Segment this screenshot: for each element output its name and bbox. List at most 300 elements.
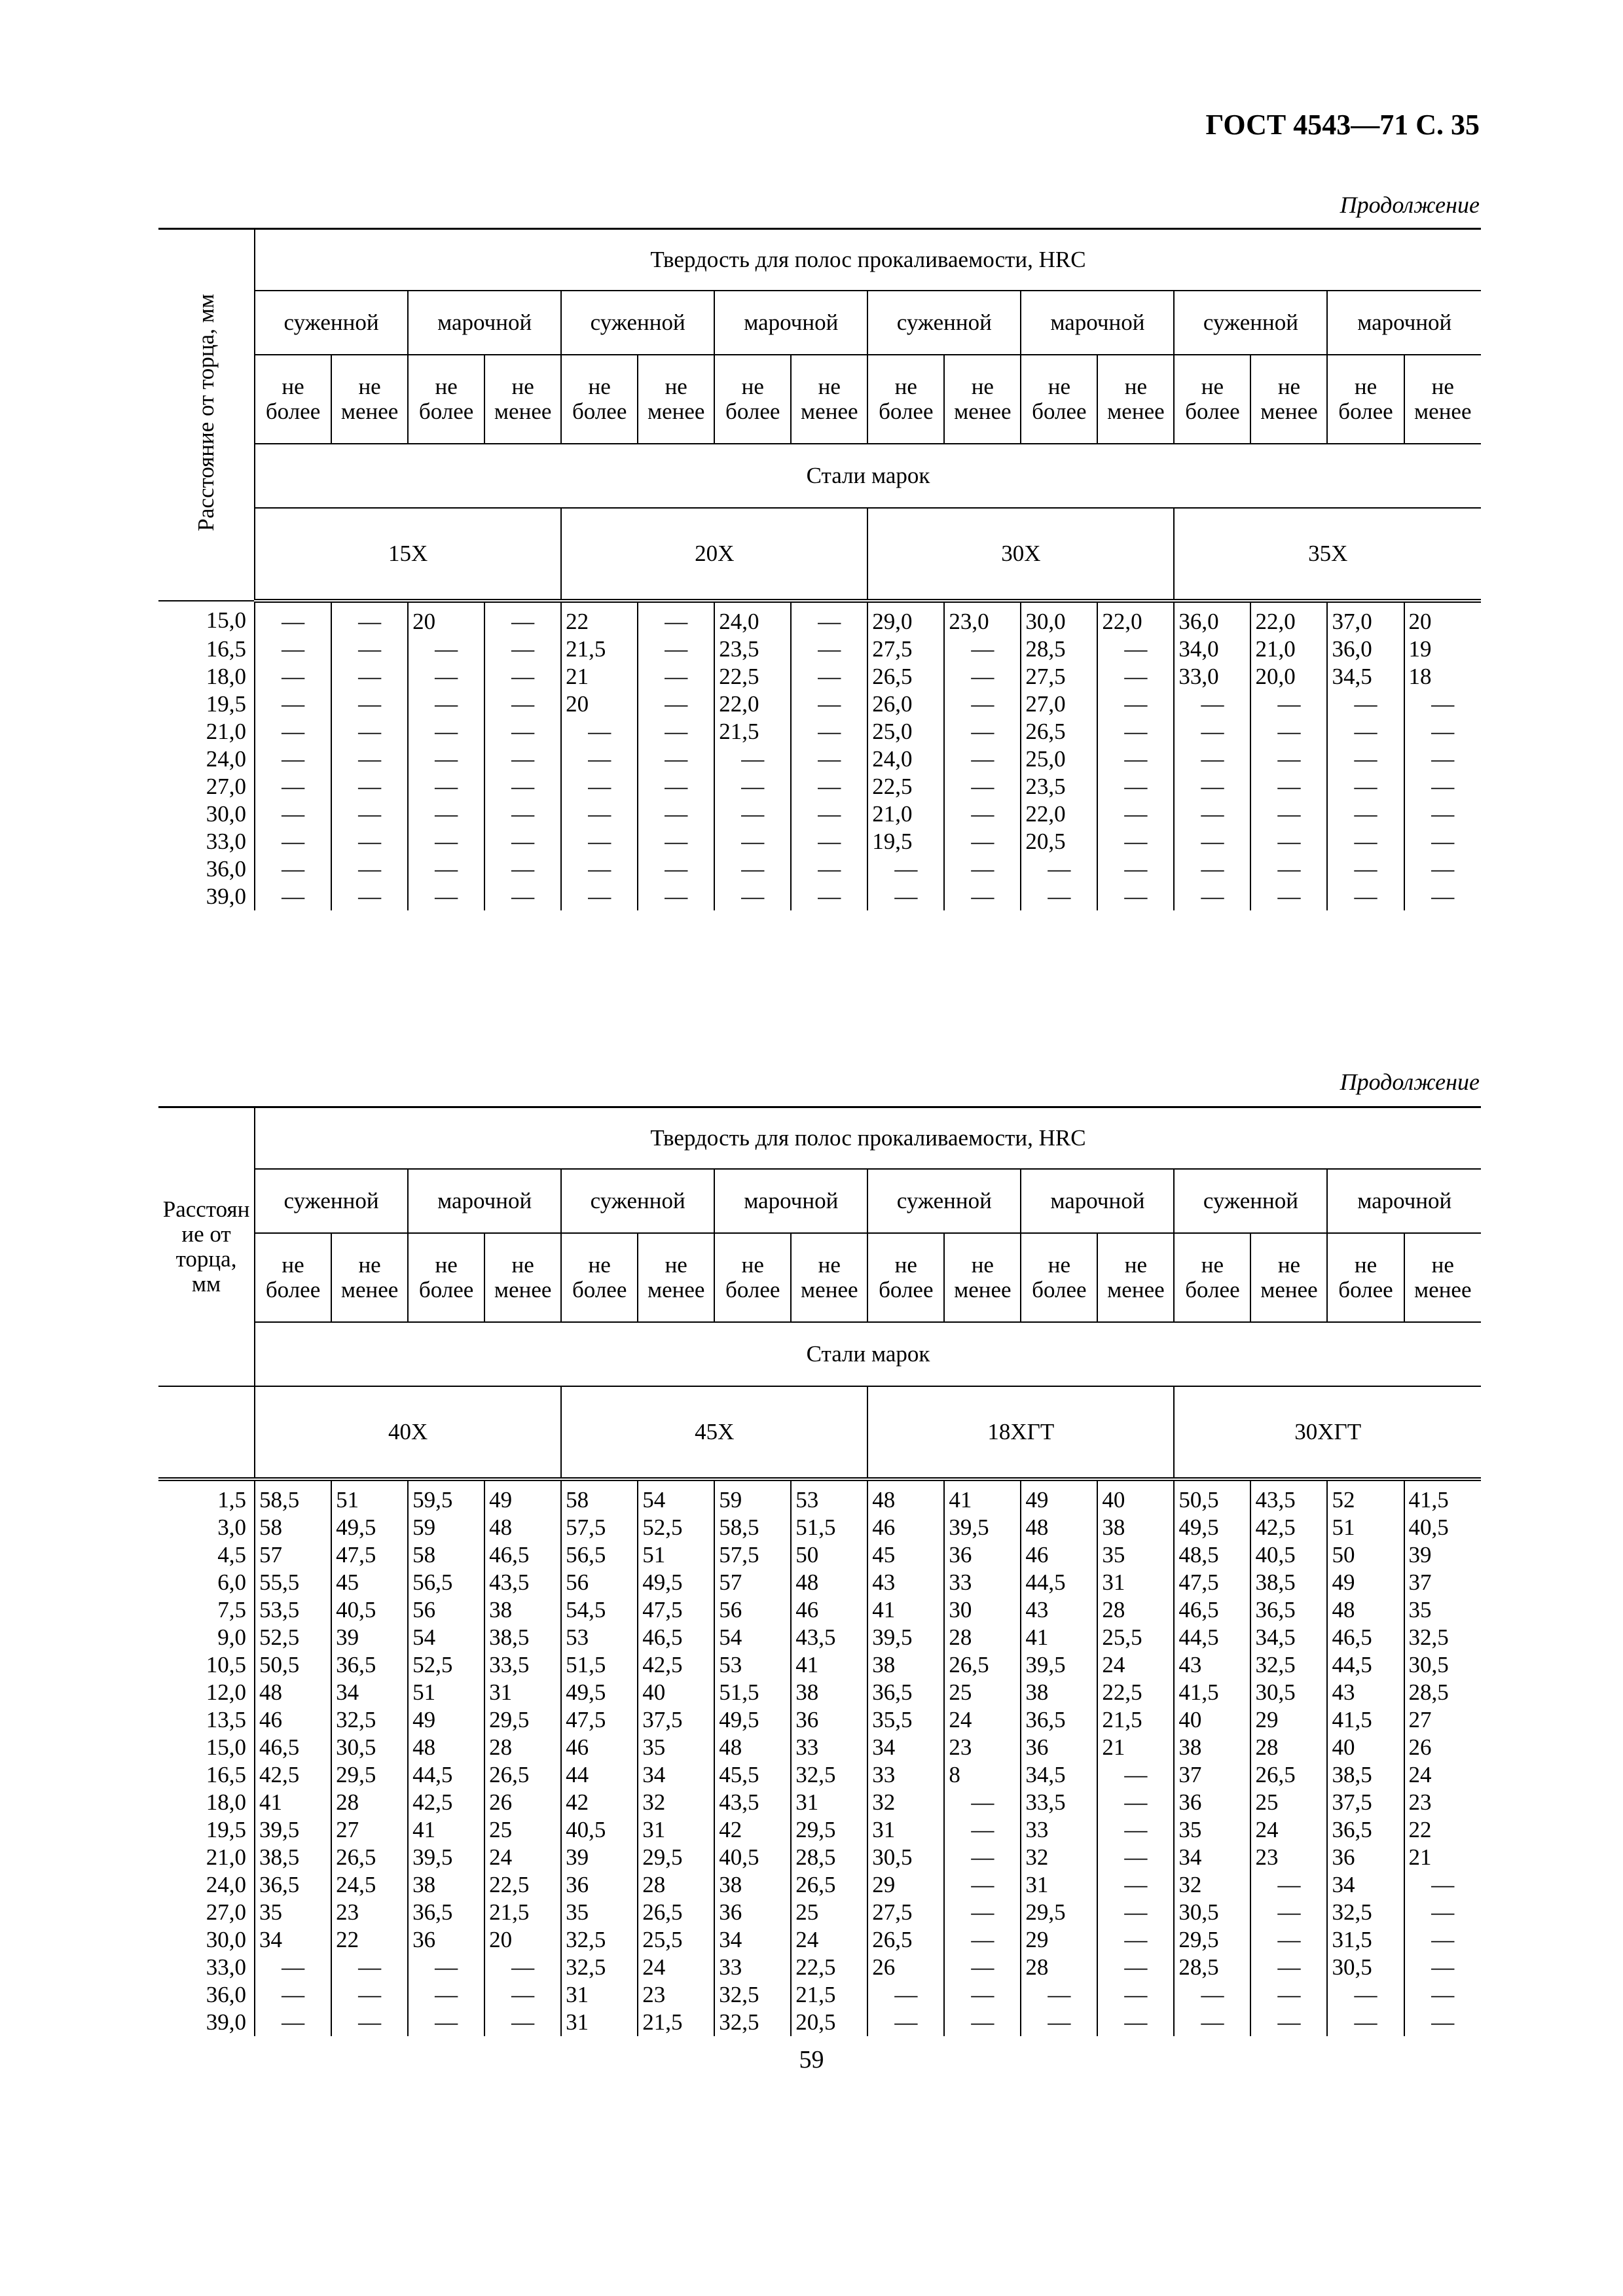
hardness-cell: 44,5 xyxy=(1021,1569,1097,1596)
hardness-cell: 23 xyxy=(1404,1789,1481,1816)
hardness-cell: 34,0 xyxy=(1174,636,1250,663)
hardness-cell: 22 xyxy=(1404,1816,1481,1844)
hardness-cell: 34 xyxy=(714,1926,791,1954)
hardness-cell: — xyxy=(944,691,1021,718)
hardness-cell: — xyxy=(331,828,408,855)
hardness-cell: — xyxy=(255,828,331,855)
hardness-cell: 43,5 xyxy=(714,1789,791,1816)
hardness-cell: — xyxy=(331,1954,408,1981)
hardness-cell: 20 xyxy=(484,1926,561,1954)
hardness-cell: 28 xyxy=(1250,1734,1327,1761)
limit-no-less: не менее xyxy=(1250,1233,1327,1322)
hardness-cell: 24 xyxy=(1404,1761,1481,1789)
hardness-cell: — xyxy=(1174,800,1250,828)
hardness-cell: 34,5 xyxy=(1250,1624,1327,1651)
hardness-cell: 32,5 xyxy=(1250,1651,1327,1679)
distance-cell: 10,5 xyxy=(206,1652,247,1677)
hardness-cell: 21 xyxy=(1097,1734,1174,1761)
hardness-cell: 36,0 xyxy=(1327,636,1404,663)
hardness-cell: — xyxy=(1250,1981,1327,2009)
hardness-cell: 56,5 xyxy=(408,1569,484,1596)
hardness-cell: 42,5 xyxy=(638,1651,714,1679)
hardness-cell: — xyxy=(1404,773,1481,800)
hardness-cell: — xyxy=(1097,800,1174,828)
distance-cell: 3,0 xyxy=(217,1515,247,1540)
hardness-cell: 28,5 xyxy=(1174,1954,1250,1981)
hardness-cell: 36 xyxy=(1327,1844,1404,1871)
hardness-cell: 23 xyxy=(944,1734,1021,1761)
distance-cell: 16,5 xyxy=(206,1762,247,1787)
hardness-cell: 24,5 xyxy=(331,1871,408,1899)
hardness-cell: 25 xyxy=(484,1816,561,1844)
hardness-cell: 38,5 xyxy=(255,1844,331,1871)
hardness-cell: 43 xyxy=(867,1569,944,1596)
hardness-cell: 46,5 xyxy=(484,1541,561,1569)
hardness-cell: 40 xyxy=(1097,1479,1174,1514)
steel-grade: 40Х xyxy=(255,1386,561,1479)
steel-grade: 30ХГТ xyxy=(1174,1386,1481,1479)
hardness-cell: 32,5 xyxy=(714,1981,791,2009)
hardness-cell: 24 xyxy=(944,1706,1021,1734)
hardness-cell: 31 xyxy=(561,1981,638,2009)
limit-no-more: не более xyxy=(1327,355,1404,444)
steel-grade: 20Х xyxy=(561,508,867,601)
hardness-cell: — xyxy=(1404,1926,1481,1954)
hardness-cell: — xyxy=(1097,773,1174,800)
hardness-cell: 46 xyxy=(561,1734,638,1761)
hardness-cell: 22,5 xyxy=(867,773,944,800)
hardness-cell: 39,5 xyxy=(1021,1651,1097,1679)
hardness-cell: 22,0 xyxy=(1021,800,1097,828)
table-row xyxy=(158,601,1481,636)
hardness-cell: 59 xyxy=(714,1479,791,1514)
limit-no-more: не более xyxy=(1021,355,1097,444)
table-row xyxy=(158,1789,1481,1816)
hardness-cell: 33 xyxy=(867,1761,944,1789)
hardness-cell: — xyxy=(331,855,408,883)
limit-no-less: не менее xyxy=(638,1233,714,1322)
grade-row xyxy=(158,1386,1481,1479)
hardness-cell: 21 xyxy=(561,663,638,691)
hardness-cell: — xyxy=(791,718,867,745)
hardness-cell: 37,0 xyxy=(1327,601,1404,636)
hardness-cell: 33 xyxy=(944,1569,1021,1596)
document-header: ГОСТ 4543—71 С. 35 xyxy=(1205,109,1480,141)
hardness-cell: 34 xyxy=(638,1761,714,1789)
hardness-cell: 45 xyxy=(331,1569,408,1596)
hardness-cell: — xyxy=(331,601,408,636)
hardness-cell: — xyxy=(1174,773,1250,800)
hardness-cell: 41 xyxy=(944,1479,1021,1514)
hardness-cell: — xyxy=(638,636,714,663)
hardness-cell: — xyxy=(867,883,944,910)
limit-no-more: не более xyxy=(255,355,331,444)
hardness-cell: 36,5 xyxy=(331,1651,408,1679)
hardness-cell: — xyxy=(1404,800,1481,828)
hardness-cell: 31 xyxy=(1097,1569,1174,1596)
hardness-cell: 33 xyxy=(714,1954,791,1981)
hardness-cell: — xyxy=(714,883,791,910)
grade-row xyxy=(158,508,1481,601)
hardness-cell: 32,5 xyxy=(1327,1899,1404,1926)
distance-column-header xyxy=(158,229,255,601)
hardness-cell: — xyxy=(255,800,331,828)
distance-cell: 1,5 xyxy=(217,1487,247,1513)
distance-cell: 9,0 xyxy=(217,1624,247,1650)
hardness-cell: — xyxy=(1097,1844,1174,1871)
hardness-cell: 31,5 xyxy=(1327,1926,1404,1954)
hardness-cell: — xyxy=(791,691,867,718)
hardness-cell: 24 xyxy=(791,1926,867,1954)
hardness-cell: 23,5 xyxy=(714,636,791,663)
hardness-cell: 51 xyxy=(331,1479,408,1514)
hardness-cell: 35,5 xyxy=(867,1706,944,1734)
hardness-cell: 32,5 xyxy=(561,1926,638,1954)
table-row xyxy=(158,1651,1481,1679)
band-grade: марочной xyxy=(1021,1169,1174,1233)
limit-no-less: не менее xyxy=(1097,1233,1174,1322)
hardness-cell: 52,5 xyxy=(638,1514,714,1541)
hardness-cell: 37,5 xyxy=(1327,1789,1404,1816)
hardness-cell: 37 xyxy=(1404,1569,1481,1596)
hardness-cell: 41 xyxy=(255,1789,331,1816)
hardness-cell: — xyxy=(408,2009,484,2036)
hardness-cell: — xyxy=(255,773,331,800)
table-header xyxy=(158,1107,1481,1480)
hardness-cell: 48 xyxy=(1021,1514,1097,1541)
distance-cell: 7,5 xyxy=(217,1597,247,1623)
hardness-cell: 38 xyxy=(867,1651,944,1679)
hardness-cell: 25,0 xyxy=(867,718,944,745)
hardness-cell: 29 xyxy=(867,1871,944,1899)
hardness-cell: 35 xyxy=(561,1899,638,1926)
hardness-cell: 26 xyxy=(1404,1734,1481,1761)
table-row xyxy=(158,636,1481,663)
limit-no-less: не менее xyxy=(944,355,1021,444)
hardness-cell: 22,0 xyxy=(1250,601,1327,636)
hardness-cell: 30 xyxy=(944,1596,1021,1624)
steel-grade: 15Х xyxy=(255,508,561,601)
hardness-cell: 26,5 xyxy=(331,1844,408,1871)
hardness-cell: 8 xyxy=(944,1761,1021,1789)
hardness-cell: 41 xyxy=(408,1816,484,1844)
hardness-cell: 52,5 xyxy=(408,1651,484,1679)
hardness-cell: 49 xyxy=(484,1479,561,1514)
hardness-cell: — xyxy=(1250,1954,1327,1981)
hardness-cell: 34 xyxy=(331,1679,408,1706)
limit-no-less: не менее xyxy=(1097,355,1174,444)
hardness-cell: — xyxy=(714,773,791,800)
hardness-cell: 36 xyxy=(408,1926,484,1954)
hardness-cell: — xyxy=(484,855,561,883)
hardness-cell: — xyxy=(1174,828,1250,855)
hardness-cell: 38,5 xyxy=(484,1624,561,1651)
hardness-cell: — xyxy=(1404,855,1481,883)
hardness-cell: 56 xyxy=(561,1569,638,1596)
hardness-cell: 58,5 xyxy=(714,1514,791,1541)
hardness-cell: — xyxy=(944,883,1021,910)
hardness-cell: 50 xyxy=(791,1541,867,1569)
steel-grade: 35Х xyxy=(1174,508,1481,601)
hardness-cell: 45 xyxy=(867,1541,944,1569)
hardness-cell: — xyxy=(944,1926,1021,1954)
hardness-cell: — xyxy=(1250,2009,1327,2036)
distance-cell: 13,5 xyxy=(206,1707,247,1732)
limit-no-more: не более xyxy=(408,355,484,444)
distance-cell: 24,0 xyxy=(206,1872,247,1897)
hardness-cell: 40,5 xyxy=(714,1844,791,1871)
page-number: 59 xyxy=(799,2046,824,2073)
corner-blank xyxy=(158,1386,255,1479)
hardness-cell: 21,5 xyxy=(714,718,791,745)
hardness-cell: 22,5 xyxy=(791,1954,867,1981)
table-row xyxy=(158,773,1481,800)
distance-cell: 19,5 xyxy=(206,691,247,717)
hardness-cell: 30,5 xyxy=(331,1734,408,1761)
band-narrow: суженной xyxy=(255,291,408,355)
hardness-cell: 41 xyxy=(1021,1624,1097,1651)
hardness-cell: 21,0 xyxy=(867,800,944,828)
hardness-cell: 32 xyxy=(1174,1871,1250,1899)
hardness-cell: — xyxy=(1404,1871,1481,1899)
hardness-cell: 27 xyxy=(1404,1706,1481,1734)
hardness-cell: 46 xyxy=(255,1706,331,1734)
band-narrow: суженной xyxy=(561,291,714,355)
hardness-cell: — xyxy=(408,1981,484,2009)
table-row xyxy=(158,1871,1481,1899)
limit-no-less: не менее xyxy=(638,355,714,444)
hardness-cell: 30,0 xyxy=(1021,601,1097,636)
hardness-cell: — xyxy=(944,1954,1021,1981)
hardness-cell: 20,0 xyxy=(1250,663,1327,691)
hardness-cell: — xyxy=(638,800,714,828)
hardness-cell: 30,5 xyxy=(1327,1954,1404,1981)
hardness-cell: — xyxy=(331,636,408,663)
hardness-cell: — xyxy=(1174,718,1250,745)
table-body xyxy=(158,601,1481,910)
limit-no-more: не более xyxy=(561,355,638,444)
hardness-cell: 38,5 xyxy=(1327,1761,1404,1789)
hardness-cell: 36,5 xyxy=(867,1679,944,1706)
limit-no-less: не менее xyxy=(1250,355,1327,444)
hardness-cell: 26 xyxy=(867,1954,944,1981)
hardness-cell: 45,5 xyxy=(714,1761,791,1789)
hardness-cell: — xyxy=(561,773,638,800)
hardness-cell: 22,0 xyxy=(714,691,791,718)
hardness-cell: 32,5 xyxy=(791,1761,867,1789)
hardness-cell: — xyxy=(1097,1926,1174,1954)
hardness-cell: 31 xyxy=(484,1679,561,1706)
table-row xyxy=(158,1541,1481,1569)
band-grade: марочной xyxy=(1327,291,1481,355)
hardness-cell: — xyxy=(408,883,484,910)
hardness-cell: 23,5 xyxy=(1021,773,1097,800)
hardness-cell: — xyxy=(1174,691,1250,718)
band-grade: марочной xyxy=(714,291,867,355)
hardness-cell: — xyxy=(1174,745,1250,773)
hardness-cell: 32 xyxy=(638,1789,714,1816)
hardness-cell: 20 xyxy=(1404,601,1481,636)
hardness-cell: — xyxy=(1404,745,1481,773)
hardness-cell: 22 xyxy=(331,1926,408,1954)
hardness-cell: 31 xyxy=(1021,1871,1097,1899)
hardness-cell: — xyxy=(1250,718,1327,745)
hardness-cell: — xyxy=(638,883,714,910)
band-row xyxy=(158,291,1481,355)
distance-cell: 27,0 xyxy=(206,1899,247,1925)
limit-row xyxy=(158,355,1481,444)
limit-no-less: не менее xyxy=(484,1233,561,1322)
hardness-cell: — xyxy=(638,745,714,773)
distance-label-line: торца, xyxy=(175,1246,237,1272)
table-header xyxy=(158,229,1481,601)
hardness-cell: — xyxy=(1021,855,1097,883)
hardness-cell: 49,5 xyxy=(561,1679,638,1706)
hardness-cell: 40 xyxy=(1174,1706,1250,1734)
hardness-cell: — xyxy=(638,601,714,636)
hardness-cell: 54 xyxy=(408,1624,484,1651)
hardness-cell: 38 xyxy=(408,1871,484,1899)
hardness-cell: — xyxy=(944,855,1021,883)
limit-no-less: не менее xyxy=(791,1233,867,1322)
hardness-cell: — xyxy=(1250,1926,1327,1954)
hardness-cell: 48 xyxy=(1327,1596,1404,1624)
limit-no-more: не более xyxy=(714,1233,791,1322)
hardness-cell: — xyxy=(561,745,638,773)
hardenability-table-2 xyxy=(158,1106,1481,2036)
hardness-cell: 31 xyxy=(867,1816,944,1844)
hardness-cell: — xyxy=(331,718,408,745)
steel-grade: 45Х xyxy=(561,1386,867,1479)
distance-cell: 15,0 xyxy=(206,1734,247,1760)
hardness-cell: — xyxy=(944,828,1021,855)
distance-cell: 18,0 xyxy=(206,664,247,689)
hardness-cell: — xyxy=(1250,745,1327,773)
hardness-cell: — xyxy=(1327,745,1404,773)
hardness-cell: — xyxy=(944,636,1021,663)
hardness-cell: — xyxy=(1021,2009,1097,2036)
hardness-cell: 41 xyxy=(867,1596,944,1624)
hardness-cell: — xyxy=(255,883,331,910)
hardness-cell: — xyxy=(255,745,331,773)
hardness-cell: 23 xyxy=(638,1981,714,2009)
limit-no-more: не более xyxy=(561,1233,638,1322)
hardness-title: Твердость для полос прокаливаемости, HRC xyxy=(255,1107,1481,1170)
hardness-cell: — xyxy=(1404,1954,1481,1981)
hardness-cell: — xyxy=(1174,855,1250,883)
hardness-cell: 34 xyxy=(1327,1871,1404,1899)
hardness-cell: — xyxy=(944,663,1021,691)
table-row xyxy=(158,745,1481,773)
hardness-cell: 31 xyxy=(638,1816,714,1844)
limit-no-less: не менее xyxy=(331,355,408,444)
limit-no-less: не менее xyxy=(1404,1233,1481,1322)
hardness-cell: 50,5 xyxy=(1174,1479,1250,1514)
hardness-cell: — xyxy=(944,718,1021,745)
hardness-cell: 47,5 xyxy=(1174,1569,1250,1596)
hardness-cell: 38 xyxy=(1097,1514,1174,1541)
hardness-cell: 51 xyxy=(408,1679,484,1706)
hardness-cell: 27,5 xyxy=(867,636,944,663)
hardness-cell: 36,5 xyxy=(1250,1596,1327,1624)
hardness-cell: — xyxy=(944,1899,1021,1926)
hardness-cell: 47,5 xyxy=(638,1596,714,1624)
limit-no-more: не более xyxy=(867,1233,944,1322)
band-grade: марочной xyxy=(1327,1169,1481,1233)
hardness-cell: 21,5 xyxy=(1097,1706,1174,1734)
hardness-cell: — xyxy=(255,855,331,883)
table-row xyxy=(158,800,1481,828)
hardness-cell: 56 xyxy=(714,1596,791,1624)
hardness-cell: 38 xyxy=(1021,1679,1097,1706)
hardness-cell: 57,5 xyxy=(714,1541,791,1569)
distance-label-line: мм xyxy=(191,1271,221,1297)
hardness-cell: 44,5 xyxy=(408,1761,484,1789)
hardness-cell: 30,5 xyxy=(1404,1651,1481,1679)
limit-no-more: не более xyxy=(1174,355,1250,444)
hardness-cell: 26,5 xyxy=(867,663,944,691)
hardness-cell: 33,5 xyxy=(484,1651,561,1679)
hardness-cell: — xyxy=(331,883,408,910)
hardness-cell: — xyxy=(331,773,408,800)
hardness-cell: 36 xyxy=(944,1541,1021,1569)
band-narrow: суженной xyxy=(255,1169,408,1233)
hardness-cell: 49,5 xyxy=(714,1706,791,1734)
hardness-cell: 39 xyxy=(561,1844,638,1871)
distance-cell: 21,0 xyxy=(206,1844,247,1870)
hardness-cell: — xyxy=(408,800,484,828)
hardness-cell: — xyxy=(1250,855,1327,883)
table-row xyxy=(158,691,1481,718)
hardness-cell: — xyxy=(1097,1899,1174,1926)
hardness-cell: — xyxy=(714,800,791,828)
hardness-cell: — xyxy=(484,773,561,800)
hardness-cell: 48 xyxy=(867,1479,944,1514)
hardness-cell: 43 xyxy=(1327,1679,1404,1706)
hardness-cell: 36 xyxy=(1021,1734,1097,1761)
hardness-cell: 36 xyxy=(561,1871,638,1899)
hardness-cell: — xyxy=(791,601,867,636)
hardness-cell: — xyxy=(944,1789,1021,1816)
table-row xyxy=(158,1954,1481,1981)
hardness-cell: — xyxy=(1327,800,1404,828)
hardness-cell: 55,5 xyxy=(255,1569,331,1596)
hardness-cell: 27 xyxy=(331,1816,408,1844)
hardness-cell: — xyxy=(255,663,331,691)
hardness-cell: 43 xyxy=(1174,1651,1250,1679)
hardness-cell: 21,5 xyxy=(484,1899,561,1926)
hardness-cell: 35 xyxy=(1097,1541,1174,1569)
hardness-cell: — xyxy=(255,636,331,663)
hardness-cell: 58 xyxy=(255,1514,331,1541)
hardness-cell: 32 xyxy=(1021,1844,1097,1871)
hardness-cell: — xyxy=(1327,718,1404,745)
hardness-cell: 31 xyxy=(791,1789,867,1816)
distance-cell: 30,0 xyxy=(206,1927,247,1952)
hardness-cell: 28,5 xyxy=(1021,636,1097,663)
hardness-cell: — xyxy=(944,1871,1021,1899)
hardness-cell: 26,5 xyxy=(791,1871,867,1899)
hardness-cell: 44,5 xyxy=(1174,1624,1250,1651)
hardness-cell: 29,5 xyxy=(791,1816,867,1844)
limit-no-less: не менее xyxy=(331,1233,408,1322)
hardness-cell: — xyxy=(408,718,484,745)
hardness-cell: 38 xyxy=(791,1679,867,1706)
hardness-cell: 24 xyxy=(484,1844,561,1871)
hardness-cell: 24 xyxy=(1097,1651,1174,1679)
hardness-cell: 46,5 xyxy=(255,1734,331,1761)
hardness-cell: 42 xyxy=(714,1816,791,1844)
